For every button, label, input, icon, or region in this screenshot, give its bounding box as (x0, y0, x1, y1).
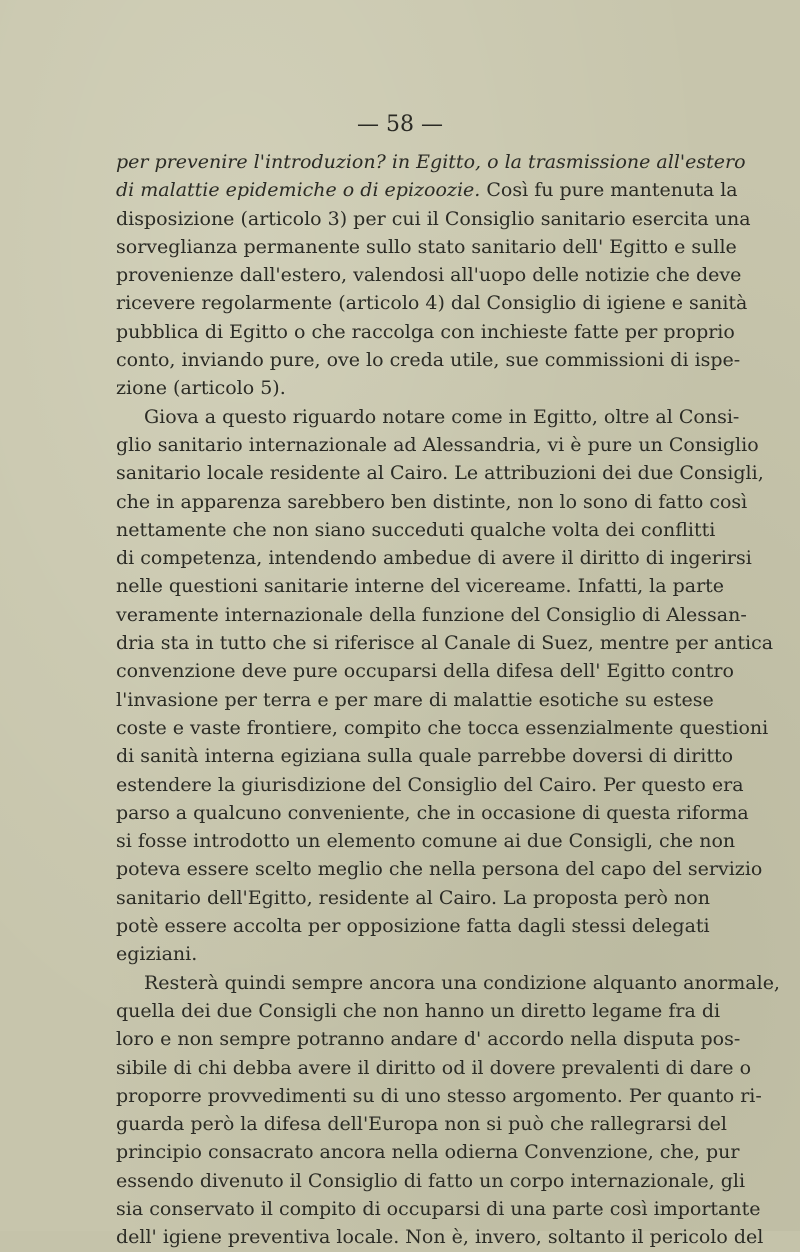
text-line (116, 1167, 746, 1195)
line-text: veramente internazionale della funzione del Consiglio di Alessan- (116, 603, 747, 626)
line-text: poteva essere scelto meglio che nella persona del capo del servizio (116, 858, 763, 881)
text-line (116, 1082, 762, 1110)
text-line (116, 346, 741, 374)
line-text: convenzione deve pure occuparsi della difesa dell' Egitto contro (116, 660, 734, 683)
line-text: Giova a questo riguardo notare come in Egitto, oltre al Consi- (144, 405, 740, 428)
text-line (116, 969, 780, 997)
text-line (116, 1138, 740, 1166)
line-text: Resterà quindi sempre ancora una condizione alquanto anormale, (144, 971, 780, 994)
line-text: disposizione (articolo 3) per cui il Consiglio sanitario esercita una (116, 207, 751, 230)
text-line (116, 714, 769, 742)
line-text: parso a qualcuno conveniente, che in occasione di questa riforma (116, 801, 749, 824)
page-number: — 58 — (357, 112, 443, 137)
line-text: potè essere accolta per opposizione fatta dagli stessi delegati (116, 915, 710, 938)
text-line (116, 318, 735, 346)
line-text: coste e vaste frontiere, compito che tocca essenzialmente questioni (116, 716, 769, 739)
text-line (116, 374, 708, 402)
line-text: pubblica di Egitto o che raccolga con inchieste fatte per proprio (116, 320, 735, 343)
text-line (116, 289, 748, 317)
line-text: egiziani. (116, 943, 198, 966)
text-line (116, 686, 714, 714)
italic-text: di malattie epidemiche o di epizoozie. (116, 179, 481, 202)
line-text: sibile di chi debba avere il diritto od il dovere prevalenti di dare o (116, 1056, 752, 1079)
text-line (116, 884, 708, 912)
line-text: dria sta in tutto che si riferisce al Canale di Suez, mentre per antica (116, 632, 774, 655)
text-line (116, 657, 734, 685)
line-text: sanitario dell'Egitto, residente al Cairo. La proposta però non (116, 886, 710, 909)
text-line (116, 601, 747, 629)
text-line (116, 403, 740, 431)
line-text: guarda però la difesa dell'Europa non si può che rallegrarsi del (116, 1113, 727, 1136)
text-line (116, 1025, 741, 1053)
line-text: sia conservato il compito di occuparsi di una parte così importante (116, 1197, 761, 1220)
line-text: che in apparenza sarebbero ben distinte, non lo sono di fatto così (116, 490, 748, 513)
line-text: di competenza, intendendo ambedue di avere il diritto di ingerirsi (116, 547, 752, 570)
line-text: provenienze dall'estero, valendosi all'uopo delle notizie che deve (116, 264, 742, 287)
line-text: di sanità interna egiziana sulla quale parrebbe doversi di diritto (116, 745, 734, 768)
text-line (116, 771, 744, 799)
line-text: principio consacrato ancora nella odierna Convenzione, che, pur (116, 1141, 740, 1164)
line-text: si fosse introdotto un elemento comune ai due Consigli, che non (116, 830, 736, 853)
text-line (116, 261, 742, 289)
line-text: estendere la giurisdizione del Consiglio del Cairo. Per questo era (116, 773, 744, 796)
line-text: sanitario locale residente al Cairo. Le attribuzioni dei due Consigli, (116, 462, 764, 485)
line-text: dell' igiene preventiva locale. Non è, invero, soltanto il pericolo del (116, 1226, 764, 1249)
text-line (116, 742, 734, 770)
text-line (116, 488, 748, 516)
line-text: l'invasione per terra e per mare di malattie esotiche su estese (116, 688, 714, 711)
line-text: loro e non sempre potranno andare d' accordo nella disputa pos- (116, 1028, 741, 1051)
body-text (116, 148, 780, 1252)
text-line (116, 431, 759, 459)
text-line (116, 629, 774, 657)
text-line (116, 855, 763, 883)
text-line (116, 1110, 727, 1138)
text-line (116, 827, 736, 855)
text-line (116, 940, 708, 968)
line-text: sorveglianza permanente sullo stato sanitario dell' Egitto e sulle (116, 235, 737, 258)
text-line (116, 459, 764, 487)
line-text: glio sanitario internazionale ad Alessandria, vi è pure un Consiglio (116, 433, 759, 456)
text-line (116, 997, 721, 1025)
text-line (116, 799, 749, 827)
text-line (116, 1195, 761, 1223)
italic-text: per prevenire l'introduzion? in Egitto, o la trasmissione all'estero (116, 151, 746, 173)
text-line (116, 912, 708, 940)
text-line (116, 176, 738, 204)
line-text: ricevere regolarmente (articolo 4) dal Consiglio di igiene e sanità (116, 292, 748, 315)
text-line (116, 1054, 752, 1082)
text-line (116, 148, 746, 176)
text-line (116, 544, 752, 572)
line-text: quella dei due Consigli che non hanno un diretto legame fra di (116, 999, 721, 1022)
line-text: Così fu pure mantenuta la (480, 179, 738, 202)
line-text: nelle questioni sanitarie interne del vicereame. Infatti, la parte (116, 575, 725, 598)
text-line (116, 1223, 764, 1251)
text-line (116, 205, 751, 233)
line-text: nettamente che non siano succeduti qualche volta dei conflitti (116, 518, 716, 541)
line-text: essendo divenuto il Consiglio di fatto un corpo internazionale, gli (116, 1169, 746, 1192)
text-line (116, 572, 725, 600)
text-line (116, 516, 716, 544)
line-text: conto, inviando pure, ove lo creda utile, sue commissioni di ispe- (116, 349, 741, 372)
text-line (116, 233, 737, 261)
line-text: zione (articolo 5). (116, 377, 286, 400)
line-text: proporre provvedimenti su di uno stesso argomento. Per quanto ri- (116, 1084, 762, 1107)
